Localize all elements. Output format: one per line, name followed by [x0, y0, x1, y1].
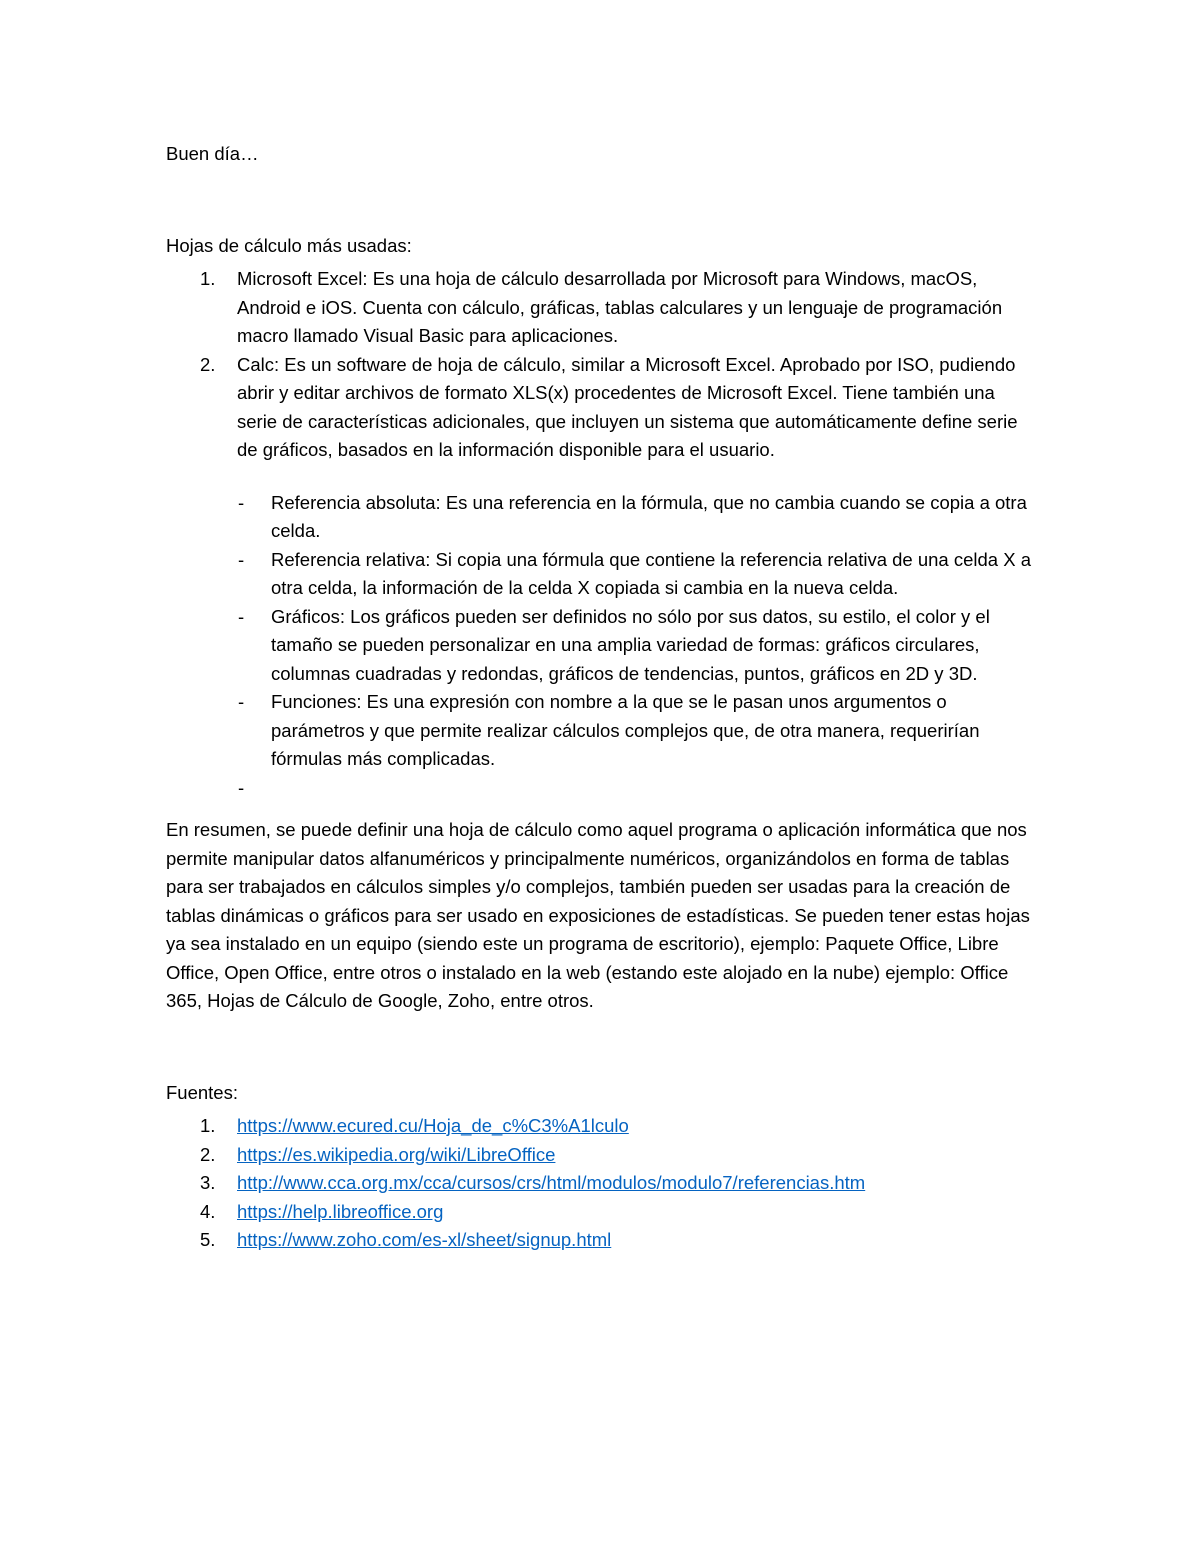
concepts-list	[166, 489, 1036, 803]
list-number: 1.	[200, 268, 216, 289]
dash-marker: -	[238, 605, 245, 627]
source-link[interactable]: https://www.ecured.cu/Hoja_de_c%C3%A1lculo	[237, 1115, 629, 1136]
spreadsheets-heading: Hojas de cálculo más usadas:	[166, 234, 412, 256]
list-item	[166, 265, 1036, 351]
concept-item	[166, 603, 1036, 689]
source-number: 2.	[200, 1143, 216, 1165]
concept-item	[166, 774, 1036, 803]
spreadsheets-list	[166, 265, 1036, 465]
source-link[interactable]: https://es.wikipedia.org/wiki/LibreOffice	[237, 1143, 556, 1165]
list-item-text: Calc: Es un software de hoja de cálculo, similar a Microsoft Excel. Aprobado por ISO, pudiendo abrir y editar archivos de formato XLS(x) procedentes de Microsoft Excel. Tiene también una serie de características adicionales, que incluyen un sistema que automáticamente define serie de gráficos, basados en la información disponible para el usuario.	[237, 353, 1018, 460]
summary-paragraph: En resumen, se puede definir una hoja de cálculo como aquel programa o aplicación informática que nos permite manipular datos alfanuméricos y principalmente numéricos, organizándolos en forma de tablas para ser trabajados en cálculos simples y/o complejos, también pueden ser usadas para la creación de tablas dinámicas o gráficos para ser usado en exposiciones de estadísticas. Se pueden tener estas hojas ya sea instalado en un equipo (siendo este un programa de escritorio), ejemplo: Paquete Office, Libre Office, Open Office, entre otros o instalado en la web (estando este alojado en la nube) ejemplo: Office 365, Hojas de Cálculo de Google, Zoho, entre otros.	[166, 819, 1030, 1011]
source-number: 3.	[200, 1172, 216, 1193]
dash-marker: -	[238, 776, 245, 798]
list-item-text: Microsoft Excel: Es una hoja de cálculo desarrollada por Microsoft para Windows, macOS, Android e iOS. Cuenta con cálculo, gráficas, tablas calculares y un lenguaje de programación macro llamado Visual Basic para aplicaciones.	[237, 268, 1003, 346]
source-link[interactable]: http://www.cca.org.mx/cca/cursos/crs/html/modulos/modulo7/referencias.htm	[237, 1172, 866, 1193]
concept-text: Gráficos: Los gráficos pueden ser definidos no sólo por sus datos, su estilo, el color y el tamaño se pueden personalizar en una amplia variedad de formas: gráficos circulares, columnas cuadradas y redondas, gráficos de tendencias, puntos, gráficos en 2D y 3D.	[271, 605, 990, 684]
document-page	[166, 140, 1036, 1255]
dash-marker: -	[238, 691, 245, 712]
source-item	[166, 1112, 1036, 1141]
concept-text: Referencia absoluta: Es una referencia en la fórmula, que no cambia cuando se copia a otra celda.	[271, 491, 1027, 541]
sources-heading: Fuentes:	[166, 1081, 238, 1103]
concept-text: Referencia relativa: Si copia una fórmula que contiene la referencia relativa de una celda X a otra celda, la información de la celda X copiada si cambia en la nueva celda.	[271, 548, 1031, 598]
dash-marker: -	[238, 491, 245, 513]
source-item	[166, 1198, 1036, 1227]
sources-list	[166, 1112, 1036, 1255]
greeting: Buen día…	[166, 143, 259, 164]
source-number: 4.	[200, 1200, 216, 1222]
source-number: 5.	[200, 1229, 216, 1250]
concept-item	[166, 688, 1036, 774]
concept-item	[166, 489, 1036, 546]
list-number: 2.	[200, 353, 216, 375]
concept-text: Funciones: Es una expresión con nombre a la que se le pasan unos argumentos o parámetros y que permite realizar cálculos complejos que, de otra manera, requerirían fórmulas más complicadas.	[271, 691, 980, 769]
source-link[interactable]: https://help.libreoffice.org	[237, 1200, 444, 1222]
source-item	[166, 1169, 1036, 1198]
source-link[interactable]: https://www.zoho.com/es-xl/sheet/signup.html	[237, 1229, 612, 1250]
source-number: 1.	[200, 1115, 216, 1136]
source-item	[166, 1141, 1036, 1170]
dash-marker: -	[238, 548, 245, 570]
concept-item	[166, 546, 1036, 603]
source-item	[166, 1226, 1036, 1255]
list-item	[166, 351, 1036, 465]
